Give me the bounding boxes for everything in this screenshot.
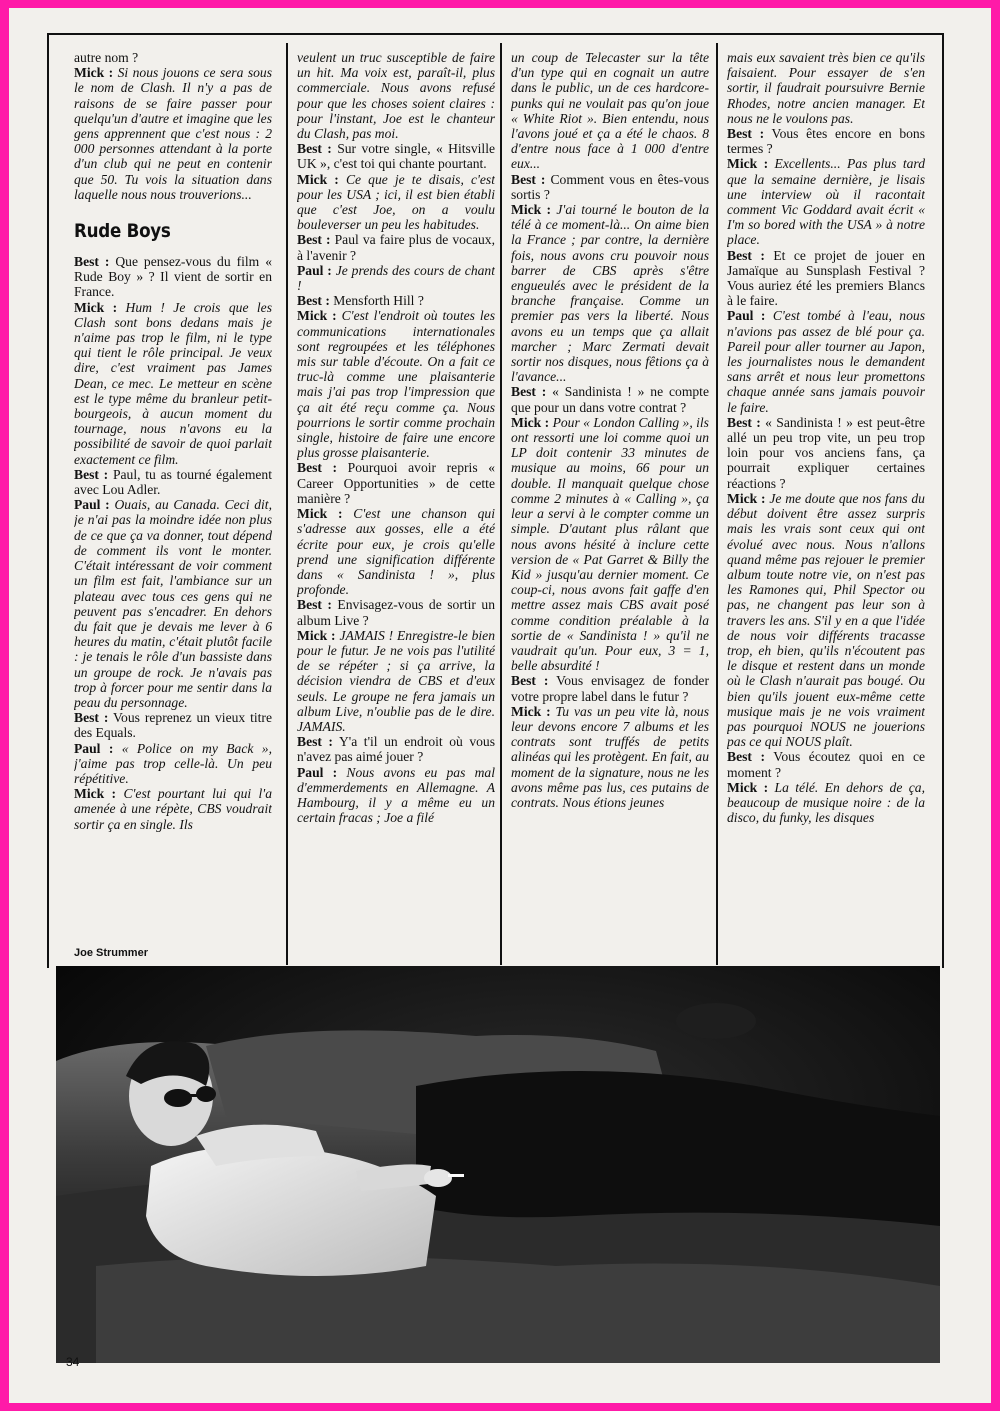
paragraph: un coup de Telecaster sur la tête d'un type qui en cognait un autre dans le public, un de ces hardcore-punks qui ne voulait pas qu'on joue « White Riot ». Bien entendu, nous l'avons joué et ça a été le chaos. 8 d'entre nous face à 1 000 d'entre eux...	[511, 50, 709, 172]
paragraph: Mick : C'est l'endroit où toutes les communications internationales sont regroupées et les téléphones mis sur table d'écoute. On a fait ce truc-là comme une plaisanterie mais j'ai pas trop l'impression que ça ait été reçu comme ça. Nous pourrions le sortir comme prochain single, histoire de faire une encore plus grosse plaisanterie.	[297, 308, 495, 461]
column-divider	[500, 43, 502, 965]
paragraph: Best : Comment vous en êtes-vous sortis ?	[511, 171, 709, 202]
paragraph: Best : Sur votre single, « Hitsville UK », c'est toi qui chante pourtant.	[297, 141, 495, 172]
paragraph: Best : Vous envisagez de fonder votre propre label dans le futur ?	[511, 673, 709, 704]
paragraph: Best : Que pensez-vous du film « Rude Boy » ? Il vient de sortir en France.	[74, 254, 272, 300]
band-photo	[56, 966, 940, 1363]
paragraph: Paul : C'est tombé à l'eau, nous n'avions pas assez de blé pour ça. Pareil pour aller tourner au Japon, les journalistes nous le demandent sans arrêt et nous leur promettons chaque année sans jamais pouvoir le faire.	[727, 308, 925, 415]
paragraph: Paul : Je prends des cours de chant !	[297, 262, 495, 294]
paragraph: Paul : Nous avons eu pas mal d'emmerdements en Allemagne. A Hambourg, il y a même eu un certain fracas ; Joe a filé	[297, 764, 495, 826]
paragraph: Best : Paul va faire plus de vocaux, à l'avenir ?	[297, 232, 495, 263]
subhead: Rude Boys	[74, 220, 171, 243]
paragraph: veulent un truc susceptible de faire un hit. Ma voix est, paraît-il, plus commerciale. Nous avons refusé pour que les choses soient claires : pour l'instant, Joe est le chanteur du Clash, pas moi.	[297, 50, 495, 142]
paragraph: Mick : La télé. En dehors de ça, beaucoup de musique noire : de la disco, du funky, les disques	[727, 779, 925, 826]
paragraph: Best : « Sandinista ! » est peut-être allé un peu trop vite, un peu trop loin pour vos anciens fans, ça pourrait expliquer certaines réactions ?	[727, 414, 925, 491]
column-divider	[286, 43, 288, 965]
paragraph: Mick : Excellents... Pas plus tard que la semaine dernière, je lisais une interview où il racontait comment Vic Goddard avait écrit « I'm so bored with the USA » à notre place.	[727, 156, 925, 248]
paragraph: Mick : Je me doute que nos fans du début doivent être assez surpris mais les vrais sont ceux qui ont évolué avec nous. Nous n'allons quand même pas rejouer le premier album toute notre vie, on n'est pas les Ramones qui, Phil Spector ou pas, ne changent pas leur son à travers les ans. S'il y en a que l'idée de nous voir différents tracasse trop, eh bien, qu'ils n'écoutent pas le disque et restent dans un monde où le Clash n'aurait pas bougé. Ou bien qu'ils jouent eux-même cette musique mais je ne vois vraiment pas pourquoi NOUS ne jouerions pas ce qui NOUS plaît.	[727, 490, 925, 750]
article-column-1	[74, 50, 272, 960]
photo-illustration	[56, 966, 940, 1363]
page-number: 34	[66, 1355, 80, 1369]
paragraph: Best : Mensforth Hill ?	[297, 293, 424, 309]
paragraph: Mick : C'est une chanson qui s'adresse aux gosses, elle a été écrite pour eux, je crois qu'elle prend une signification différente dans « Sandinista ! », plus profonde.	[297, 506, 495, 598]
paragraph: Mick : C'est pourtant lui qui l'a amenée à une répète, CBS voudrait sortir ça en single. Ils	[74, 786, 272, 832]
paragraph: Best : Envisagez-vous de sortir un album Live ?	[297, 597, 495, 628]
paragraph: Paul : « Police on my Back », j'aime pas trop celle-là. Un peu répétitive.	[74, 740, 272, 786]
photo-caption: Joe Strummer	[74, 947, 148, 959]
paragraph: Mick : JAMAIS ! Enregistre-le bien pour le futur. Je ne vois pas l'utilité de se répéter ; si ça arrive, la décision viendra de CBS et d'eux seuls. Le groupe ne fera jamais un album Live, n'oublie pas de le dire. JAMAIS.	[297, 627, 495, 734]
paragraph: Best : Y'a t'il un endroit où vous n'avez pas aimé jouer ?	[297, 734, 495, 765]
paragraph: Best : « Sandinista ! » ne compte que pour un dans votre contrat ?	[511, 384, 709, 415]
paragraph: Best : Et ce projet de jouer en Jamaïque au Sunsplash Festival ? Vous auriez été les premiers Blancs à le faire.	[727, 247, 925, 309]
column-1-body	[74, 254, 272, 832]
paragraph: autre nom ?	[74, 50, 139, 65]
article-column-3	[511, 50, 709, 960]
article-column-2	[297, 50, 495, 960]
paragraph: Best : Vous êtes encore en bons termes ?	[727, 126, 925, 157]
article-column-4	[727, 50, 925, 960]
paragraph: Best : Paul, tu as tourné également avec Lou Adler.	[74, 466, 272, 498]
paragraph: Mick : J'ai tourné le bouton de la télé à ce moment-là... On aime bien la France ; par contre, la dernière fois, nous avons cru pouvoir nous barrer de CBS après s'être engueulés avec le président de la branche française. Comme un premier pas vers la liberté. Nous avons eu un temps que ça allait marcher ; Marc Zermati devait sortir nos disques, nous fêtions ça à l'avance...	[511, 202, 709, 385]
paragraph: Best : Pourquoi avoir repris « Career Opportunities » de cette manière ?	[297, 460, 495, 506]
paragraph: Paul : Ouais, au Canada. Ceci dit, je n'ai pas la moindre idée non plus de ce que ça va donner, tout dépend de comment ils vont le monter. C'était intéressant de voir comment un film est fait, l'ambiance sur un plateau avec tous ces gens qui ne peuvent pas s'encadrer. En dehors du fait que je devais me lever à 6 heures du matin, c'était plutôt facile : je tenais le rôle d'un bassiste dans un groupe de rock. Je n'avais pas trop à forcer pour me sentir dans la peau du personnage.	[74, 497, 272, 710]
paragraph: Mick : Ce que je te disais, c'est pour les USA ; ici, il est bien établi que c'est Joe, on a voulu bouleverser un peu les habitudes.	[297, 171, 495, 233]
paragraph: Mick : Tu vas un peu vite là, nous leur devons encore 7 albums et les contrats sont truffés de petits alinéas qui les protègent. En fait, au moment de la signature, nous ne les avons même pas lus, ces putains de contrats. Nous étions jeunes	[511, 703, 709, 810]
paragraph: Mick : Hum ! Je crois que les Clash sont bons dedans mais je n'aime pas trop le film, ni le type qui tient le rôle principal. Je veux dire, c'est vraiment pas James Dean, ce mec. Le metteur en scène est le type même du branleur petit-bourgeois, à aucun moment du tournage, nous n'avons eu la possibilité de savoir de quoi parlait exactement ce film.	[74, 299, 272, 467]
column-divider	[716, 43, 718, 965]
paragraph: Best : Vous reprenez un vieux titre des Equals.	[74, 710, 272, 741]
column-1-intro	[74, 50, 272, 202]
paragraph: mais eux savaient très bien ce qu'ils faisaient. Pour essayer de s'en sortir, il faudrait poursuivre Bernie Rhodes, notre ancien manager. Et nous ne le voulons pas.	[727, 50, 925, 126]
paragraph: Mick : Pour « London Calling », ils ont ressorti une loi comme quoi un LP doit contenir 33 minutes de musique au moins, 66 pour un double. Il manquait quelque chose comme 2 minutes à « Calling », ça leur a servi à le compter comme un simple. D'autant plus râlant que nous avons hésité à inclure cette version de « Pat Garret & Billy the Kid » jusqu'au dernier moment. Ce coup-ci, nous avons fait gaffe d'en mettre assez mais CBS avait posé comme condition préalable à la sortie de « Sandinista ! » qu'il ne vaudrait qu'un. Pour eux, 3 = 1, belle absurdité !	[511, 414, 709, 674]
paragraph: Mick : Si nous jouons ce sera sous le nom de Clash. Il n'y a pas de raisons de se faire passer pour quelqu'un d'autre et imagine que les gens apprennent que c'est nous : 2 000 personnes attendant à la porte d'un club qui ne peut en contenir que 50. Tu vois la situation dans laquelle nous nous trouverions...	[74, 65, 272, 202]
paragraph: Best : Vous écoutez quoi en ce moment ?	[727, 749, 925, 780]
